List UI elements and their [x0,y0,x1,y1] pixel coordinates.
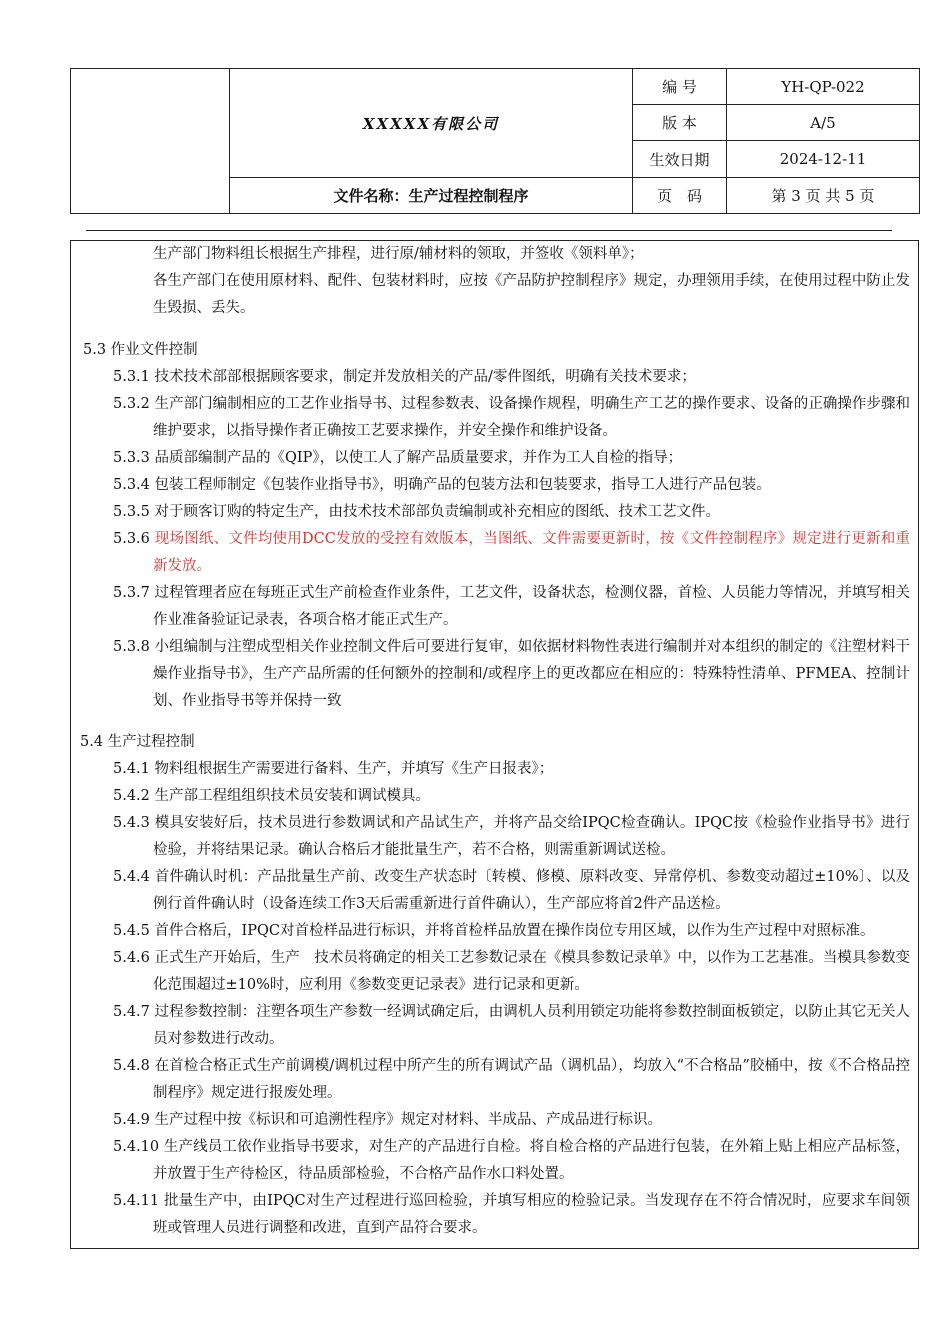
list-item: 5.4.4 首件确认时机：产品批量生产前、改变生产状态时〔转模、修模、原料改变、异常停机、参数变动超过±10%〕、以及例行首件确认时（设备连续工作3天后需重新进行首件确认），生产部应将首2件产品送检。 [113,869,911,912]
list-item: 5.4.5 首件合格后，IPQC对首检样品进行标识，并将首检样品放置在操作岗位专用区域，以作为生产过程中对照标准。 [113,923,875,939]
list-item: 5.4.9 生产过程中按《标识和可追溯性程序》规定对材料、半成品、产成品进行标识。 [113,1112,663,1128]
list-item: 5.3.3 品质部编制产品的《QIP》，以使工人了解产品质量要求，并作为工人自检的指导； [113,450,683,466]
list-item: 5.4.7 过程参数控制：注塑各项生产参数一经调试确定后，由调机人员利用锁定功能将参数控制面板锁定，以防止其它无关人员对参数进行改动。 [113,1004,910,1047]
list-item: 5.4.3 模具安装好后，技术员进行参数调试和产品试生产，并将产品交给IPQC检查确认。IPQC按《检验作业指导书》进行检验，并将结果记录。确认合格后才能批量生产，若不合格，则需重新调试送检。 [113,815,910,858]
header-value: A/5 [727,105,920,141]
list-item: 5.4.2 生产部工程组组织技术员安装和调试模具。 [113,788,431,804]
list-item: 5.3.2 生产部门编制相应的工艺作业指导书、过程参数表、设备操作规程，明确生产工艺的操作要求、设备的正确操作步骤和维护要求，以指导操作者正确按工艺要求操作，并安全操作和维护设备。 [113,396,910,439]
intro-paragraph: 各生产部门在使用原材料、配件、包装材料时，应按《产品防护控制程序》规定，办理领用手续，在使用过程中防止发生毁损、丢失。 [153,273,910,316]
intro-paragraph: 生产部门物料组长根据生产排程，进行原/辅材料的领取，并签收《领料单》； [153,246,644,262]
header-value: YH-QP-022 [727,69,920,105]
header-value: 第 3 页 共 5 页 [727,178,920,214]
section-title: 5.4 生产过程控制 [80,734,195,750]
content-box [70,240,919,1249]
list-item: 5.3.8 小组编制与注塑成型相关作业控制文件后可要进行复审，如依据材料物性表进行编制并对本组织的制定的《注塑材料干燥作业指导书》，生产产品所需的任何额外的控制和/或程序上的更改都应在相应的：特殊特性清单、PFMEA、控制计划、作业指导书等并保持一致 [113,639,910,709]
list-item: 5.3.4 包装工程师制定《包装作业指导书》，明确产品的包装方法和包装要求，指导工人进行产品包装。 [113,477,771,493]
list-item: 5.3.5 对于顾客订购的特定生产，由技术技术部部负责编制或补充相应的图纸、技术工艺文件。 [113,504,721,520]
header-label: 版 本 [633,105,727,141]
list-item: 5.3.7 过程管理者应在每班正式生产前检查作业条件，工艺文件，设备状态，检测仪器，首检、人员能力等情况，并填写相关作业准备验证记录表，各项合格才能正式生产。 [113,585,910,628]
separator-line [86,230,892,231]
logo-cell [71,69,230,214]
list-item: 5.4.11 批量生产中，由IPQC对生产过程进行巡回检验，并填写相应的检验记录。当发现存在不符合情况时，应要求车间领班或管理人员进行调整和改进，直到产品符合要求。 [113,1193,911,1236]
list-item: 5.4.6 正式生产开始后，生产 技术员将确定的相关工艺参数记录在《模具参数记录单》中，以作为工艺基准。当模具参数变化范围超过±10%时，应利用《参数变更记录表》进行记录和更新。 [113,950,910,993]
header-label: 页 码 [633,178,727,214]
document-title: 文件名称：生产过程控制程序 [230,178,633,214]
header-label: 编 号 [633,69,727,105]
list-item: 5.3.6 现场图纸、文件均使用DCC发放的受控有效版本，当图纸、文件需要更新时，按《文件控制程序》规定进行更新和重新发放。 [113,531,911,574]
header-label: 生效日期 [633,141,727,178]
section-title: 5.3 作业文件控制 [83,342,198,358]
list-item: 5.4.1 物料组根据生产需要进行备料、生产，并填写《生产日报表》； [113,761,554,777]
company-name: XXXXX有限公司 [230,69,633,178]
document-header [70,68,920,214]
list-item: 5.3.1 技术技术部部根据顾客要求，制定并发放相关的产品/零件图纸，明确有关技术要求； [113,369,696,385]
list-item: 5.4.10 生产线员工依作业指导书要求，对生产的产品进行自检。将自检合格的产品进行包装，在外箱上贴上相应产品标签，并放置于生产待检区，待品质部检验，不合格产品作水口料处置。 [113,1139,911,1182]
header-value: 2024-12-11 [727,141,920,178]
list-item: 5.4.8 在首检合格正式生产前调模/调机过程中所产生的所有调试产品（调机品），均放入“不合格品”胶桶中，按《不合格品控制程序》规定进行报废处理。 [113,1058,911,1101]
